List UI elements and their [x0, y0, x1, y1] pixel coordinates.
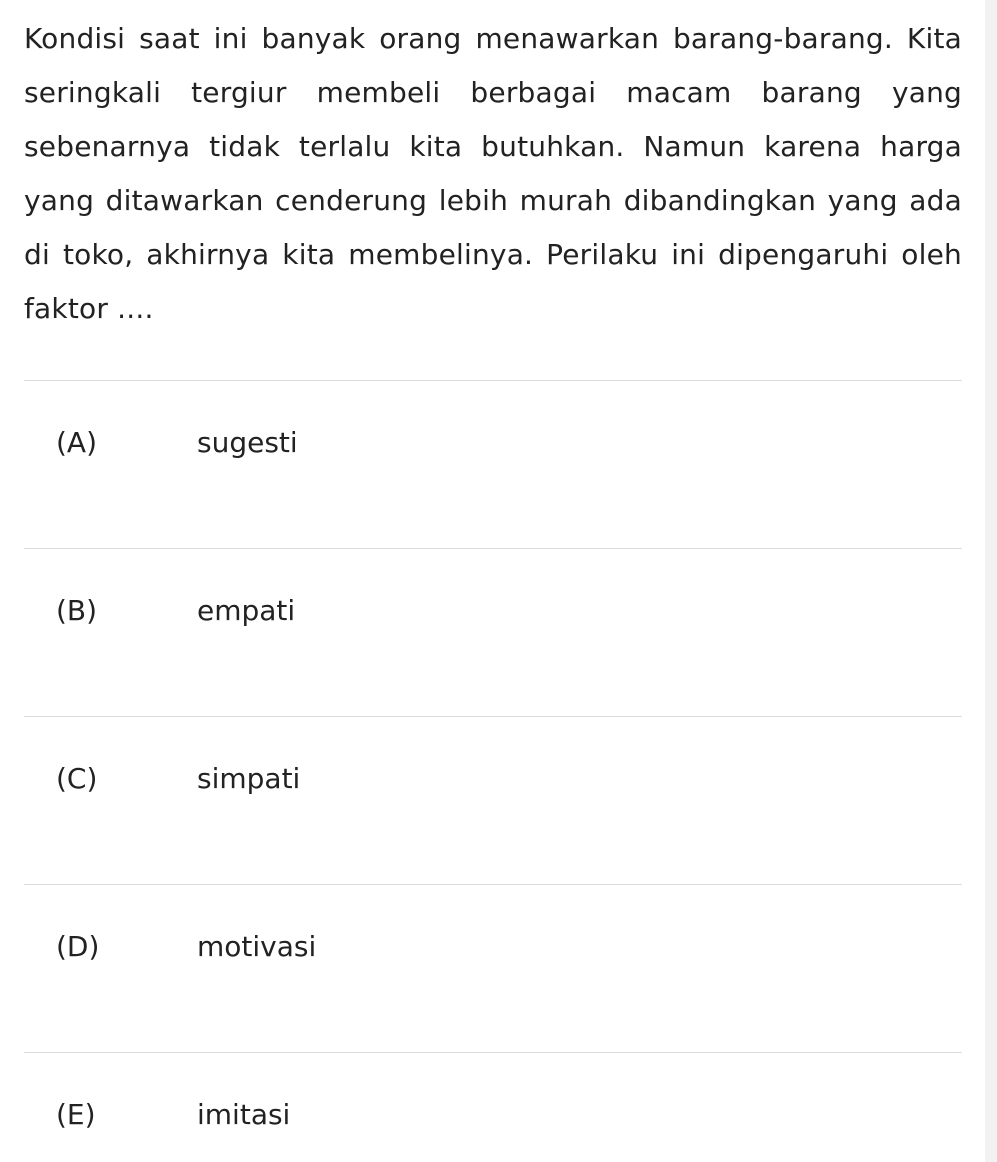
option-b[interactable]	[24, 548, 962, 716]
option-c[interactable]	[24, 716, 962, 884]
option-letter: (A)	[56, 426, 98, 459]
option-text: simpati	[197, 762, 301, 795]
option-a[interactable]	[24, 380, 962, 548]
option-text: motivasi	[197, 930, 317, 963]
option-letter: (E)	[56, 1098, 96, 1131]
answer-options	[24, 380, 962, 1162]
scrollbar[interactable]	[985, 0, 997, 1162]
option-text: sugesti	[197, 426, 298, 459]
option-text: empati	[197, 594, 296, 627]
option-letter: (B)	[56, 594, 98, 627]
option-e[interactable]	[24, 1052, 962, 1162]
option-letter: (C)	[56, 762, 98, 795]
option-letter: (D)	[56, 930, 100, 963]
option-text: imitasi	[197, 1098, 291, 1131]
option-d[interactable]	[24, 884, 962, 1052]
question-text: Kondisi saat ini banyak orang menawarkan barang-barang. Kita seringkali tergiur membeli berbagai macam barang yang sebenarnya tidak terlalu kita butuhkan. Namun karena harga yang ditawarkan cenderung lebih murah dibandingkan yang ada di toko, akhirnya kita membelinya. Perilaku ini dipengaruhi oleh faktor ....	[24, 22, 962, 325]
